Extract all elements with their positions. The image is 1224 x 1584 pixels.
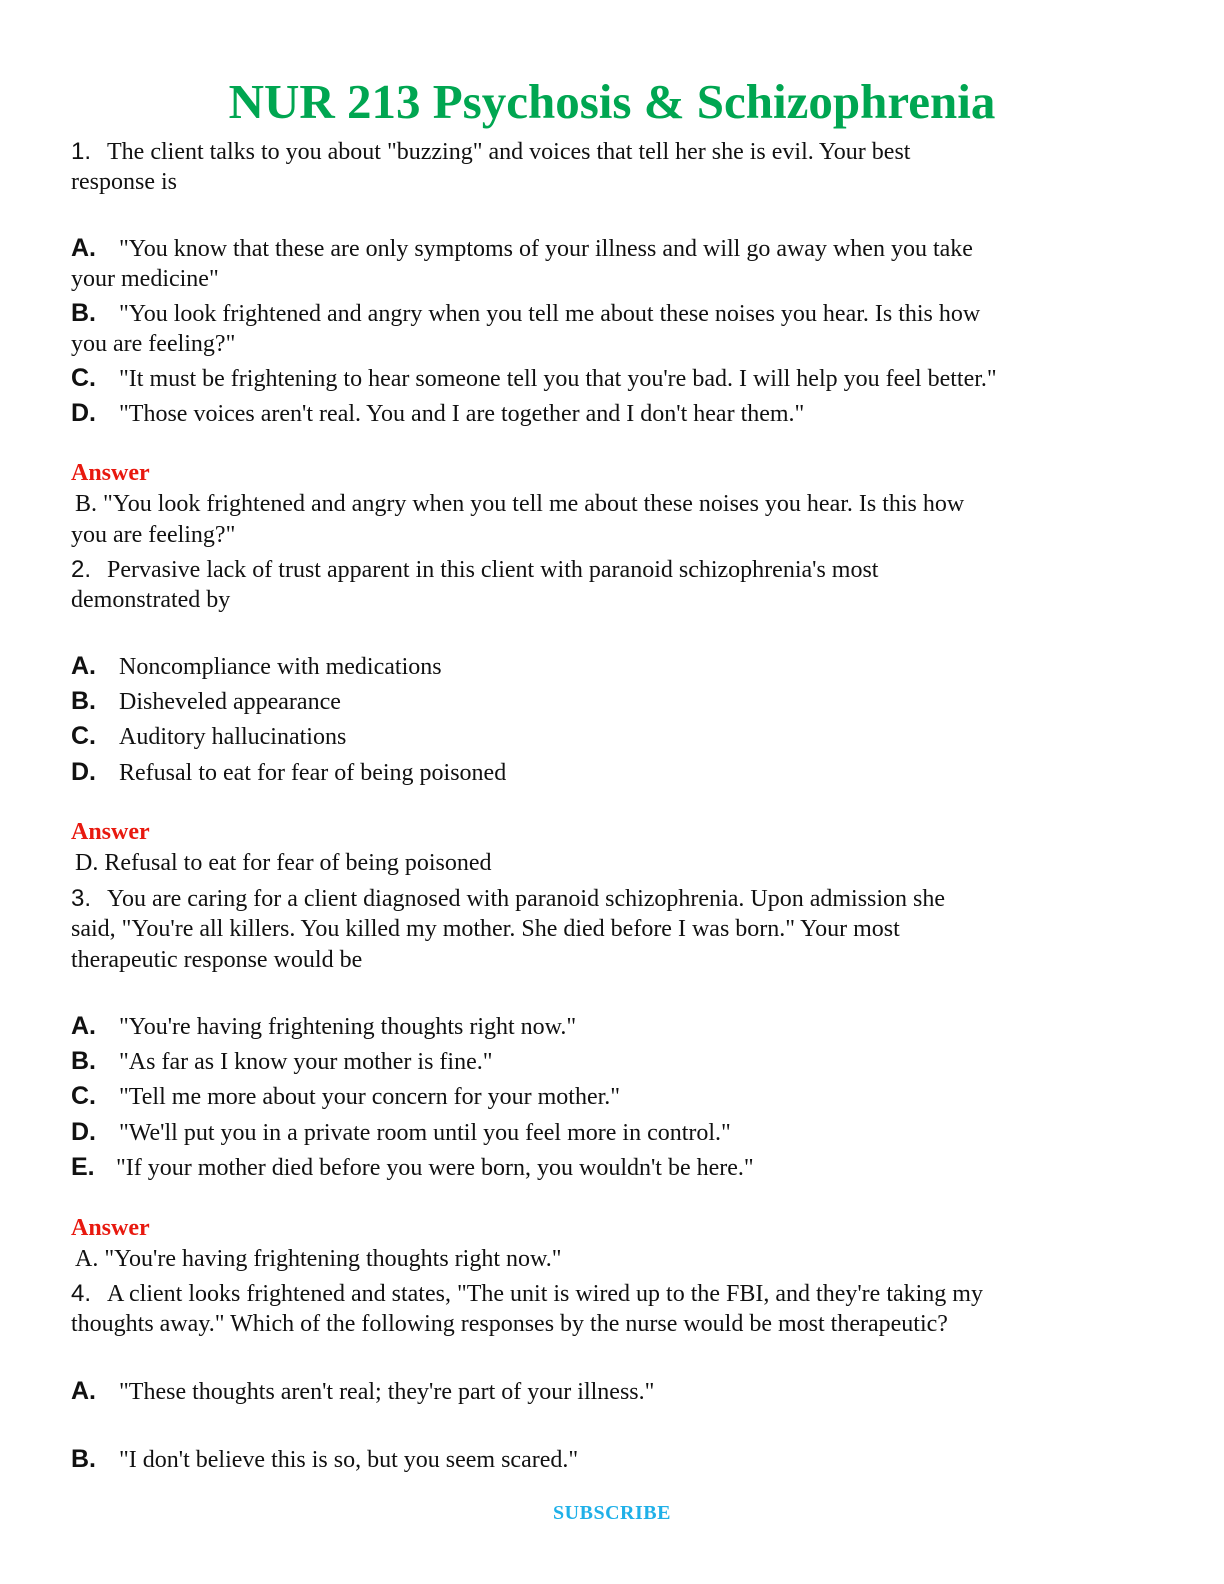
option-d: D. "We'll put you in a private room until you feel more in control." — [71, 1118, 731, 1146]
option-letter: C. — [71, 722, 96, 750]
question-3-stem-cont: therapeutic response would be — [71, 947, 363, 973]
option-a: A. "You know that these are only symptoms of your illness and will go away when you take — [71, 234, 973, 262]
answer-heading: Answer — [71, 819, 150, 845]
option-letter: B. — [71, 1047, 96, 1075]
option-a: A. Noncompliance with medications — [71, 652, 442, 680]
option-letter: A. — [71, 234, 96, 262]
option-letter: E. — [71, 1153, 95, 1181]
question-3-stem-cont: said, "You're all killers. You killed my mother. She died before I was born." Your most — [71, 916, 900, 942]
question-number: 4. — [71, 1280, 92, 1307]
question-3-stem: 3. You are caring for a client diagnosed with paranoid schizophrenia. Upon admission she — [71, 885, 946, 912]
option-letter: D. — [71, 758, 96, 786]
page-title: NUR 213 Psychosis & Schizophrenia — [228, 74, 996, 129]
question-number: 3. — [71, 885, 92, 912]
answer-text: B. "You look frightened and angry when you tell me about these noises you hear. Is this how — [75, 491, 965, 517]
question-1-stem-cont: response is — [71, 169, 177, 195]
option-e: E. "If your mother died before you were born, you wouldn't be here." — [71, 1153, 754, 1181]
option-letter: D. — [71, 399, 96, 427]
option-letter: C. — [71, 1082, 96, 1110]
answer-text: A. "You're having frightening thoughts right now." — [75, 1246, 562, 1272]
option-letter: B. — [71, 1445, 96, 1473]
answer-heading: Answer — [71, 460, 150, 486]
option-d: D. Refusal to eat for fear of being poisoned — [71, 758, 507, 786]
option-b: B. Disheveled appearance — [71, 687, 341, 715]
option-letter: B. — [71, 687, 96, 715]
option-letter: A. — [71, 1012, 96, 1040]
option-a: A. "You're having frightening thoughts right now." — [71, 1012, 577, 1040]
option-c: C. "Tell me more about your concern for your mother." — [71, 1082, 621, 1110]
option-b-cont: you are feeling?" — [71, 331, 236, 357]
option-c: C. "It must be frightening to hear someone tell you that you're bad. I will help you feel better." — [71, 364, 997, 392]
question-1-stem: 1. The client talks to you about "buzzing" and voices that tell her she is evil. Your best — [71, 138, 911, 165]
option-letter: B. — [71, 299, 96, 327]
question-2-stem: 2. Pervasive lack of trust apparent in this client with paranoid schizophrenia's most — [71, 556, 879, 583]
question-number: 2. — [71, 556, 92, 583]
question-4-stem-cont: thoughts away." Which of the following responses by the nurse would be most therapeutic? — [71, 1311, 948, 1337]
option-a-cont: your medicine" — [71, 266, 219, 292]
option-letter: A. — [71, 1377, 96, 1405]
option-b: B. "You look frightened and angry when you tell me about these noises you hear. Is this how — [71, 299, 981, 327]
option-c: C. Auditory hallucinations — [71, 722, 347, 750]
question-number: 1. — [71, 138, 92, 165]
option-letter: C. — [71, 364, 96, 392]
option-letter: D. — [71, 1118, 96, 1146]
subscribe-link[interactable]: SUBSCRIBE — [553, 1502, 671, 1524]
question-4-stem: 4. A client looks frightened and states, "The unit is wired up to the FBI, and they're taking my — [71, 1280, 983, 1307]
question-2-stem-cont: demonstrated by — [71, 587, 231, 613]
answer-text: D. Refusal to eat for fear of being poisoned — [75, 850, 492, 876]
option-letter: A. — [71, 652, 96, 680]
option-a: A. "These thoughts aren't real; they're part of your illness." — [71, 1377, 655, 1405]
answer-heading: Answer — [71, 1215, 150, 1241]
option-b: B. "As far as I know your mother is fine." — [71, 1047, 493, 1075]
option-b: B. "I don't believe this is so, but you seem scared." — [71, 1445, 579, 1473]
option-d: D. "Those voices aren't real. You and I are together and I don't hear them." — [71, 399, 805, 427]
answer-text-cont: you are feeling?" — [71, 522, 236, 548]
